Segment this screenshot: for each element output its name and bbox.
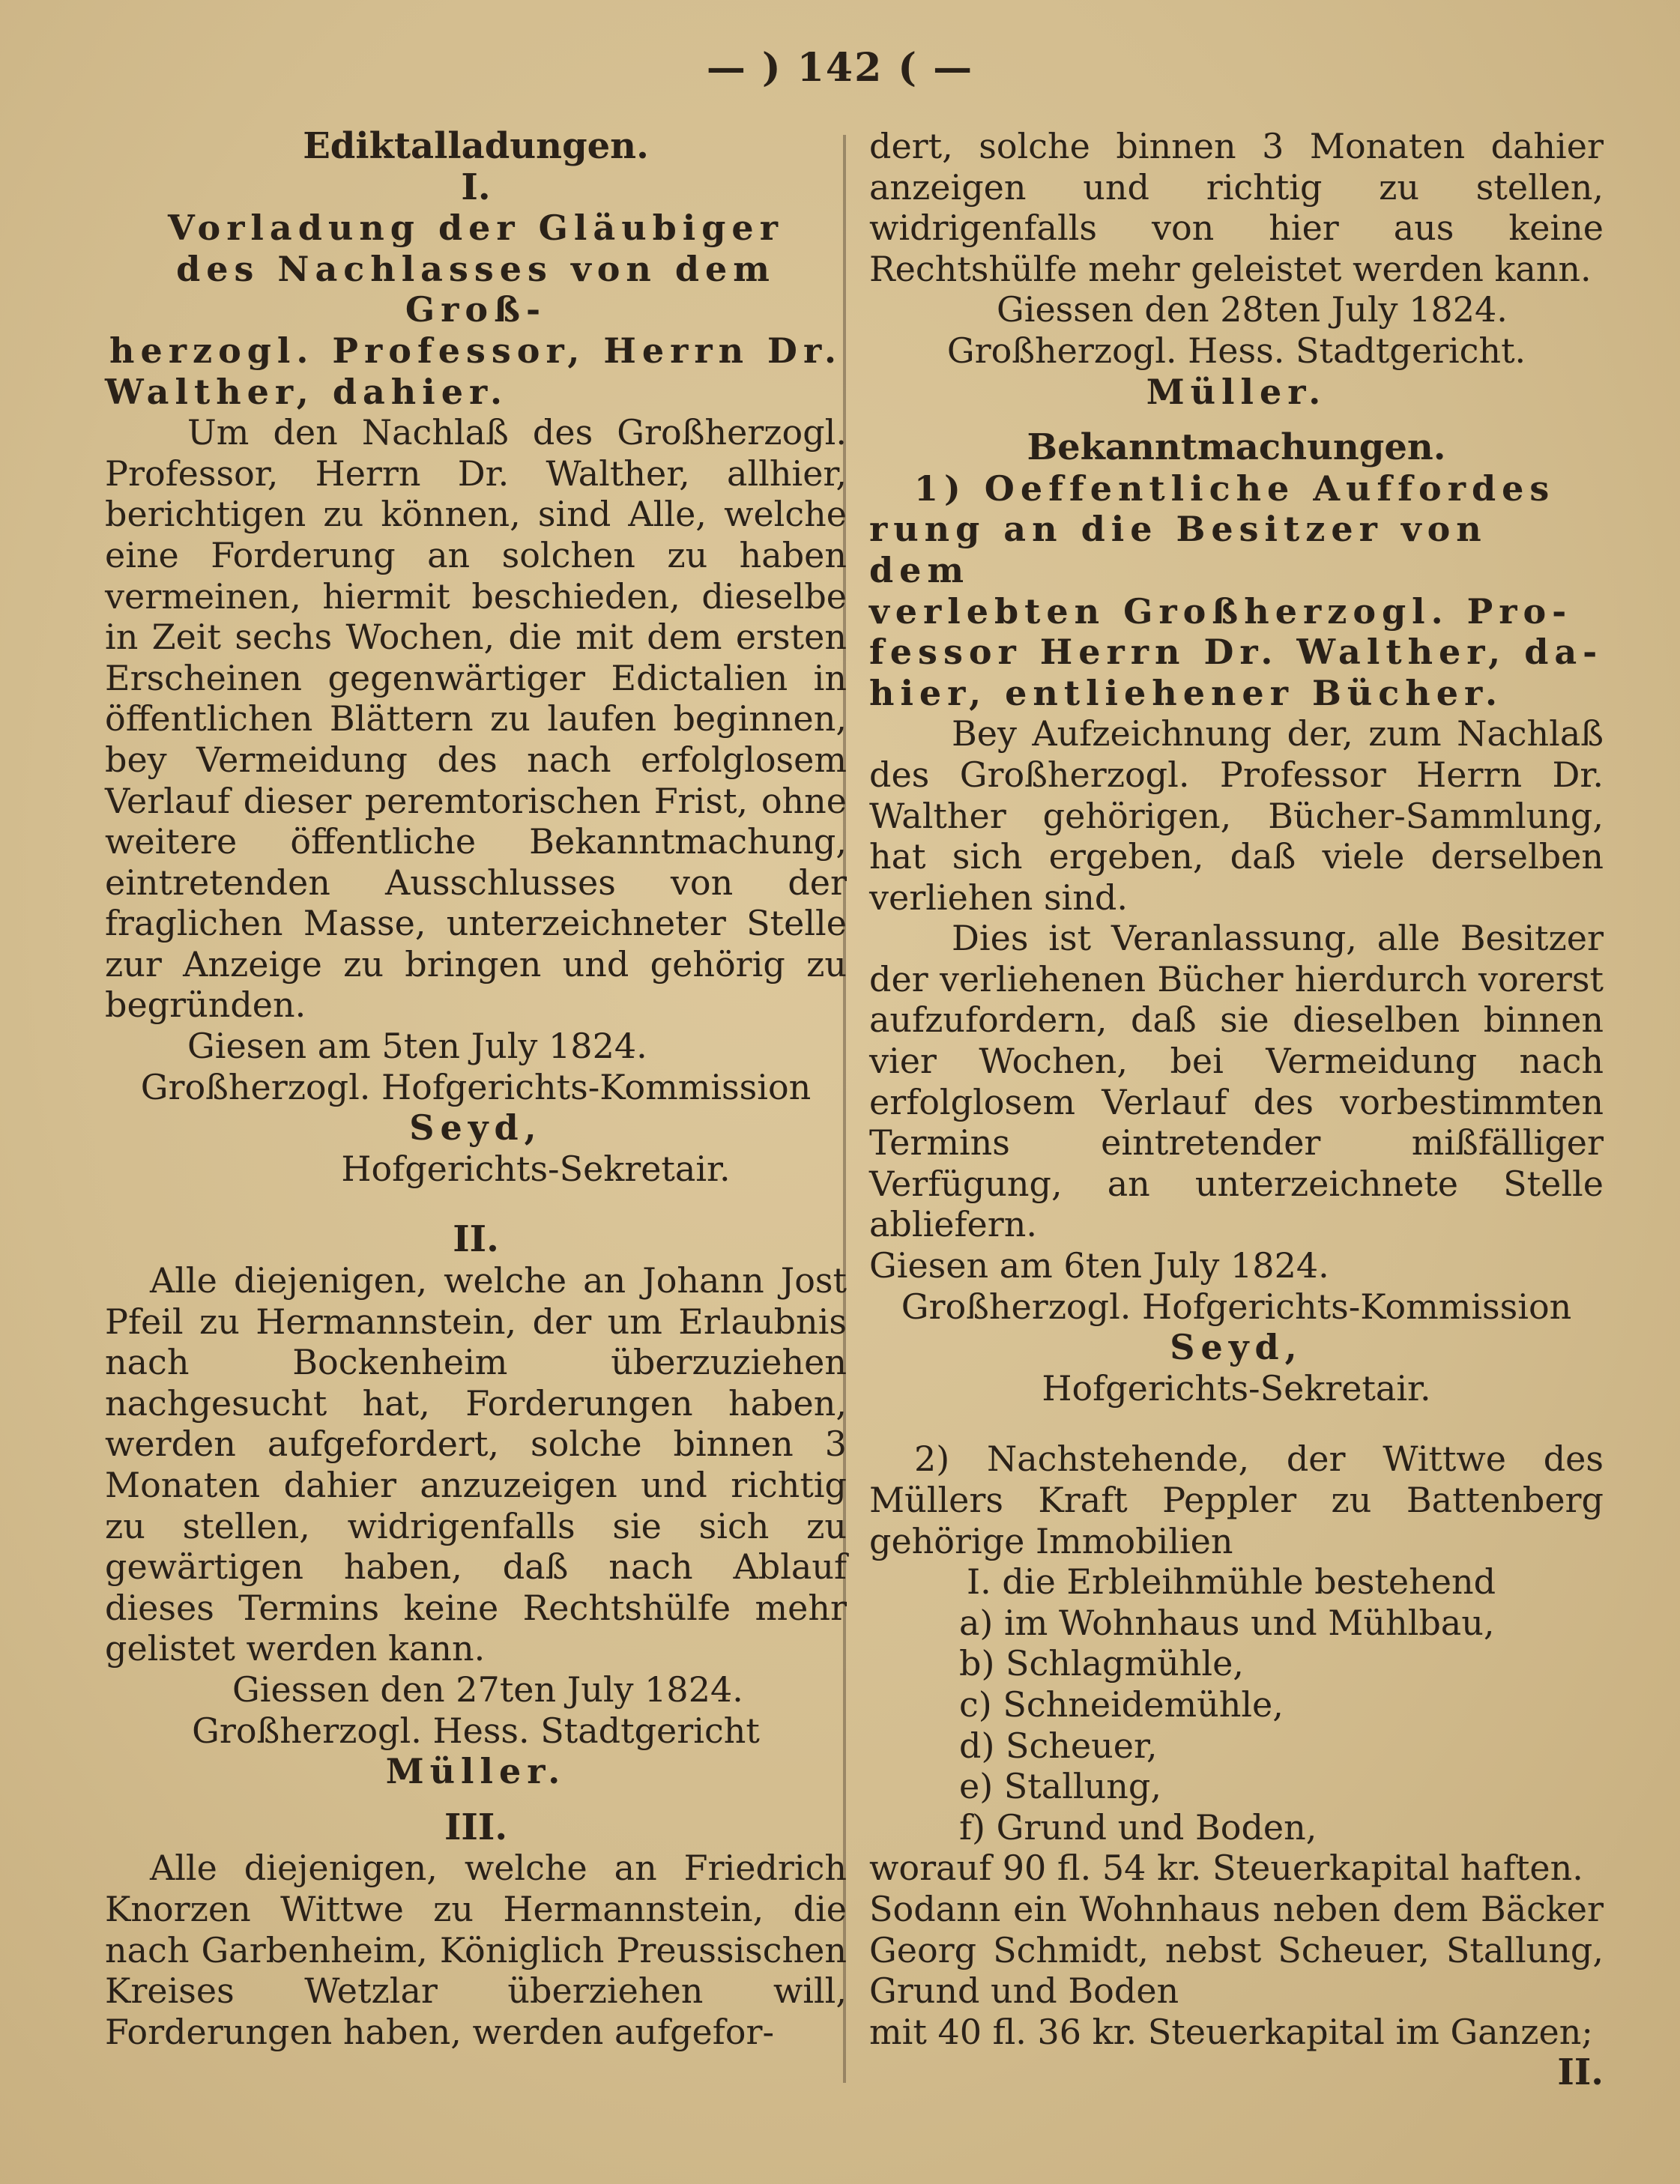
signatory-title: Hofgerichts-Sekretair. xyxy=(1042,1367,1431,1409)
list-item: I. die Erbleihmühle bestehend xyxy=(967,1561,1496,1603)
catchword: II. xyxy=(1557,2051,1604,2094)
signatory-name: Seyd, xyxy=(409,1107,543,1149)
spacer xyxy=(105,1189,847,1219)
notice-heading-line: Walther, dahier. xyxy=(105,371,509,412)
notice-body: Um den Nachlaß des Großherzogl. Professor, Herrn Dr. Walther, allhier, berichtigen zu können, sind Alle, welche eine Forderung an solchen zu haben vermeinen, hiermit beschieden, dieselbe in Zeit sechs Wochen, die mit dem ersten Erscheinen gegenwärtiger Edictalien in öffentlichen Blättern zu laufen beginnen, bey Vermeidung des nach erfolglosem Verlauf dieser peremtorischen Frist, ohne weitere öffentliche Bekanntmachung, eintretenden Ausschlusses von der fraglichen Masse, unterzeichneter Stelle zur Anzeige zu bringen und gehörig zu begründen. xyxy=(105,412,847,1026)
notice-heading-line: rung an die Besitzer von dem xyxy=(869,509,1487,590)
section-number: III. xyxy=(444,1806,508,1848)
spacer xyxy=(105,1792,847,1807)
spacer xyxy=(869,412,1604,427)
page-number: — ) 142 ( — xyxy=(706,45,974,91)
section-number: I. xyxy=(461,166,491,208)
notice-heading-line: fessor Herrn Dr. Walther, da- xyxy=(869,632,1604,673)
notice-body: Bey Aufzeichnung der, zum Nachlaß des Großherzogl. Professor Herrn Dr. Walther gehörigen, Bücher-Sammlung, hat sich ergeben, daß viele derselben verliehen sind. xyxy=(869,713,1604,918)
notice-body: Alle diejenigen, welche an Friedrich Knorzen Wittwe zu Hermannstein, die nach Garbenheim, Königlich Preussischen Kreises Wetzlar überziehen will, Forderungen haben, werden aufgefor- xyxy=(105,1848,847,2052)
spacer xyxy=(869,1409,1604,1439)
notice-place-date: Giessen den 28ten July 1824. xyxy=(997,289,1508,330)
notice-place-date: Giessen den 27ten July 1824. xyxy=(232,1669,743,1710)
section-number: II. xyxy=(453,1218,499,1261)
notice-place-date: Giesen am 5ten July 1824. xyxy=(187,1026,647,1067)
list-item: b) Schlagmühle, xyxy=(959,1643,1244,1684)
signatory-title: Hofgerichts-Sekretair. xyxy=(341,1148,731,1189)
section-title: Bekanntmachungen. xyxy=(1027,426,1446,469)
notice-body: Dies ist Veranlassung, alle Besitzer der verliehenen Bücher hierdurch vorerst aufzufordern, daß sie dieselben binnen vier Wochen, bei Vermeidung nach erfolglosem Verlauf des vorbestimmten Termins eintretender mißfälliger Verfügung, an unterzeichnete Stelle abliefern. xyxy=(869,918,1604,1245)
issuing-court: Großherzogl. Hess. Stadtgericht. xyxy=(946,330,1526,371)
left-column xyxy=(105,126,847,2052)
issuing-court: Großherzogl. Hess. Stadtgericht xyxy=(192,1710,760,1751)
signatory-name: Müller. xyxy=(1146,371,1327,412)
notice-body: worauf 90 fl. 54 kr. Steuerkapital haften. xyxy=(869,1848,1583,1889)
property-list xyxy=(869,1561,1604,1848)
notice-body: Alle diejenigen, welche an Johann Jost Pfeil zu Hermannstein, der um Erlaubnis nach Bockenheim überzuziehen nachgesucht hat, Forderungen haben, werden aufgefordert, solche binnen 3 Monaten dahier anzuzeigen und richtig zu stellen, widrigenfalls sie sich zu gewärtigen haben, daß nach Ablauf dieses Termins keine Rechtshülfe mehr gelistet werden kann. xyxy=(105,1260,847,1669)
signatory-name: Seyd, xyxy=(1170,1327,1303,1368)
notice-body-continued: dert, solche binnen 3 Monaten dahier anzeigen und richtig zu stellen, widrigenfalls von hier aus keine Rechtshülfe mehr geleistet werden kann. xyxy=(869,126,1604,289)
right-column xyxy=(869,126,1604,2093)
notice-heading-line: des Nachlasses von dem Groß- xyxy=(176,248,776,330)
notice-body: mit 40 fl. 36 kr. Steuerkapital im Ganzen; xyxy=(869,2011,1593,2052)
list-item: a) im Wohnhaus und Mühlbau, xyxy=(959,1602,1495,1643)
notice-heading-line: Vorladung der Gläubiger xyxy=(168,208,784,249)
list-item: c) Schneidemühle, xyxy=(959,1684,1284,1725)
signatory-name: Müller. xyxy=(385,1751,566,1792)
issuing-court: Großherzogl. Hofgerichts-Kommission xyxy=(140,1066,812,1107)
list-item: f) Grund und Boden, xyxy=(959,1806,1317,1848)
issuing-court: Großherzogl. Hofgerichts-Kommission xyxy=(901,1286,1572,1327)
list-item: e) Stallung, xyxy=(959,1766,1161,1807)
section-title: Ediktalladungen. xyxy=(303,125,649,167)
notice-heading-line: 1) Oeffentliche Auffordes xyxy=(914,468,1556,509)
notice-body: Sodann ein Wohnhaus neben dem Bäcker Georg Schmidt, nebst Scheuer, Stallung, Grund und Boden xyxy=(869,1888,1604,2012)
notice-body: 2) Nachstehende, der Wittwe des Müllers Kraft Peppler zu Battenberg gehörige Immobilien xyxy=(869,1439,1604,1561)
notice-heading-line: verlebten Großherzogl. Pro- xyxy=(869,590,1573,632)
list-item: d) Scheuer, xyxy=(959,1725,1158,1766)
notice-heading-line: hier, entliehener Bücher. xyxy=(869,672,1504,713)
notice-heading-line: herzogl. Professor, Herrn Dr. xyxy=(109,330,842,371)
notice-place-date: Giesen am 6ten July 1824. xyxy=(869,1245,1329,1286)
